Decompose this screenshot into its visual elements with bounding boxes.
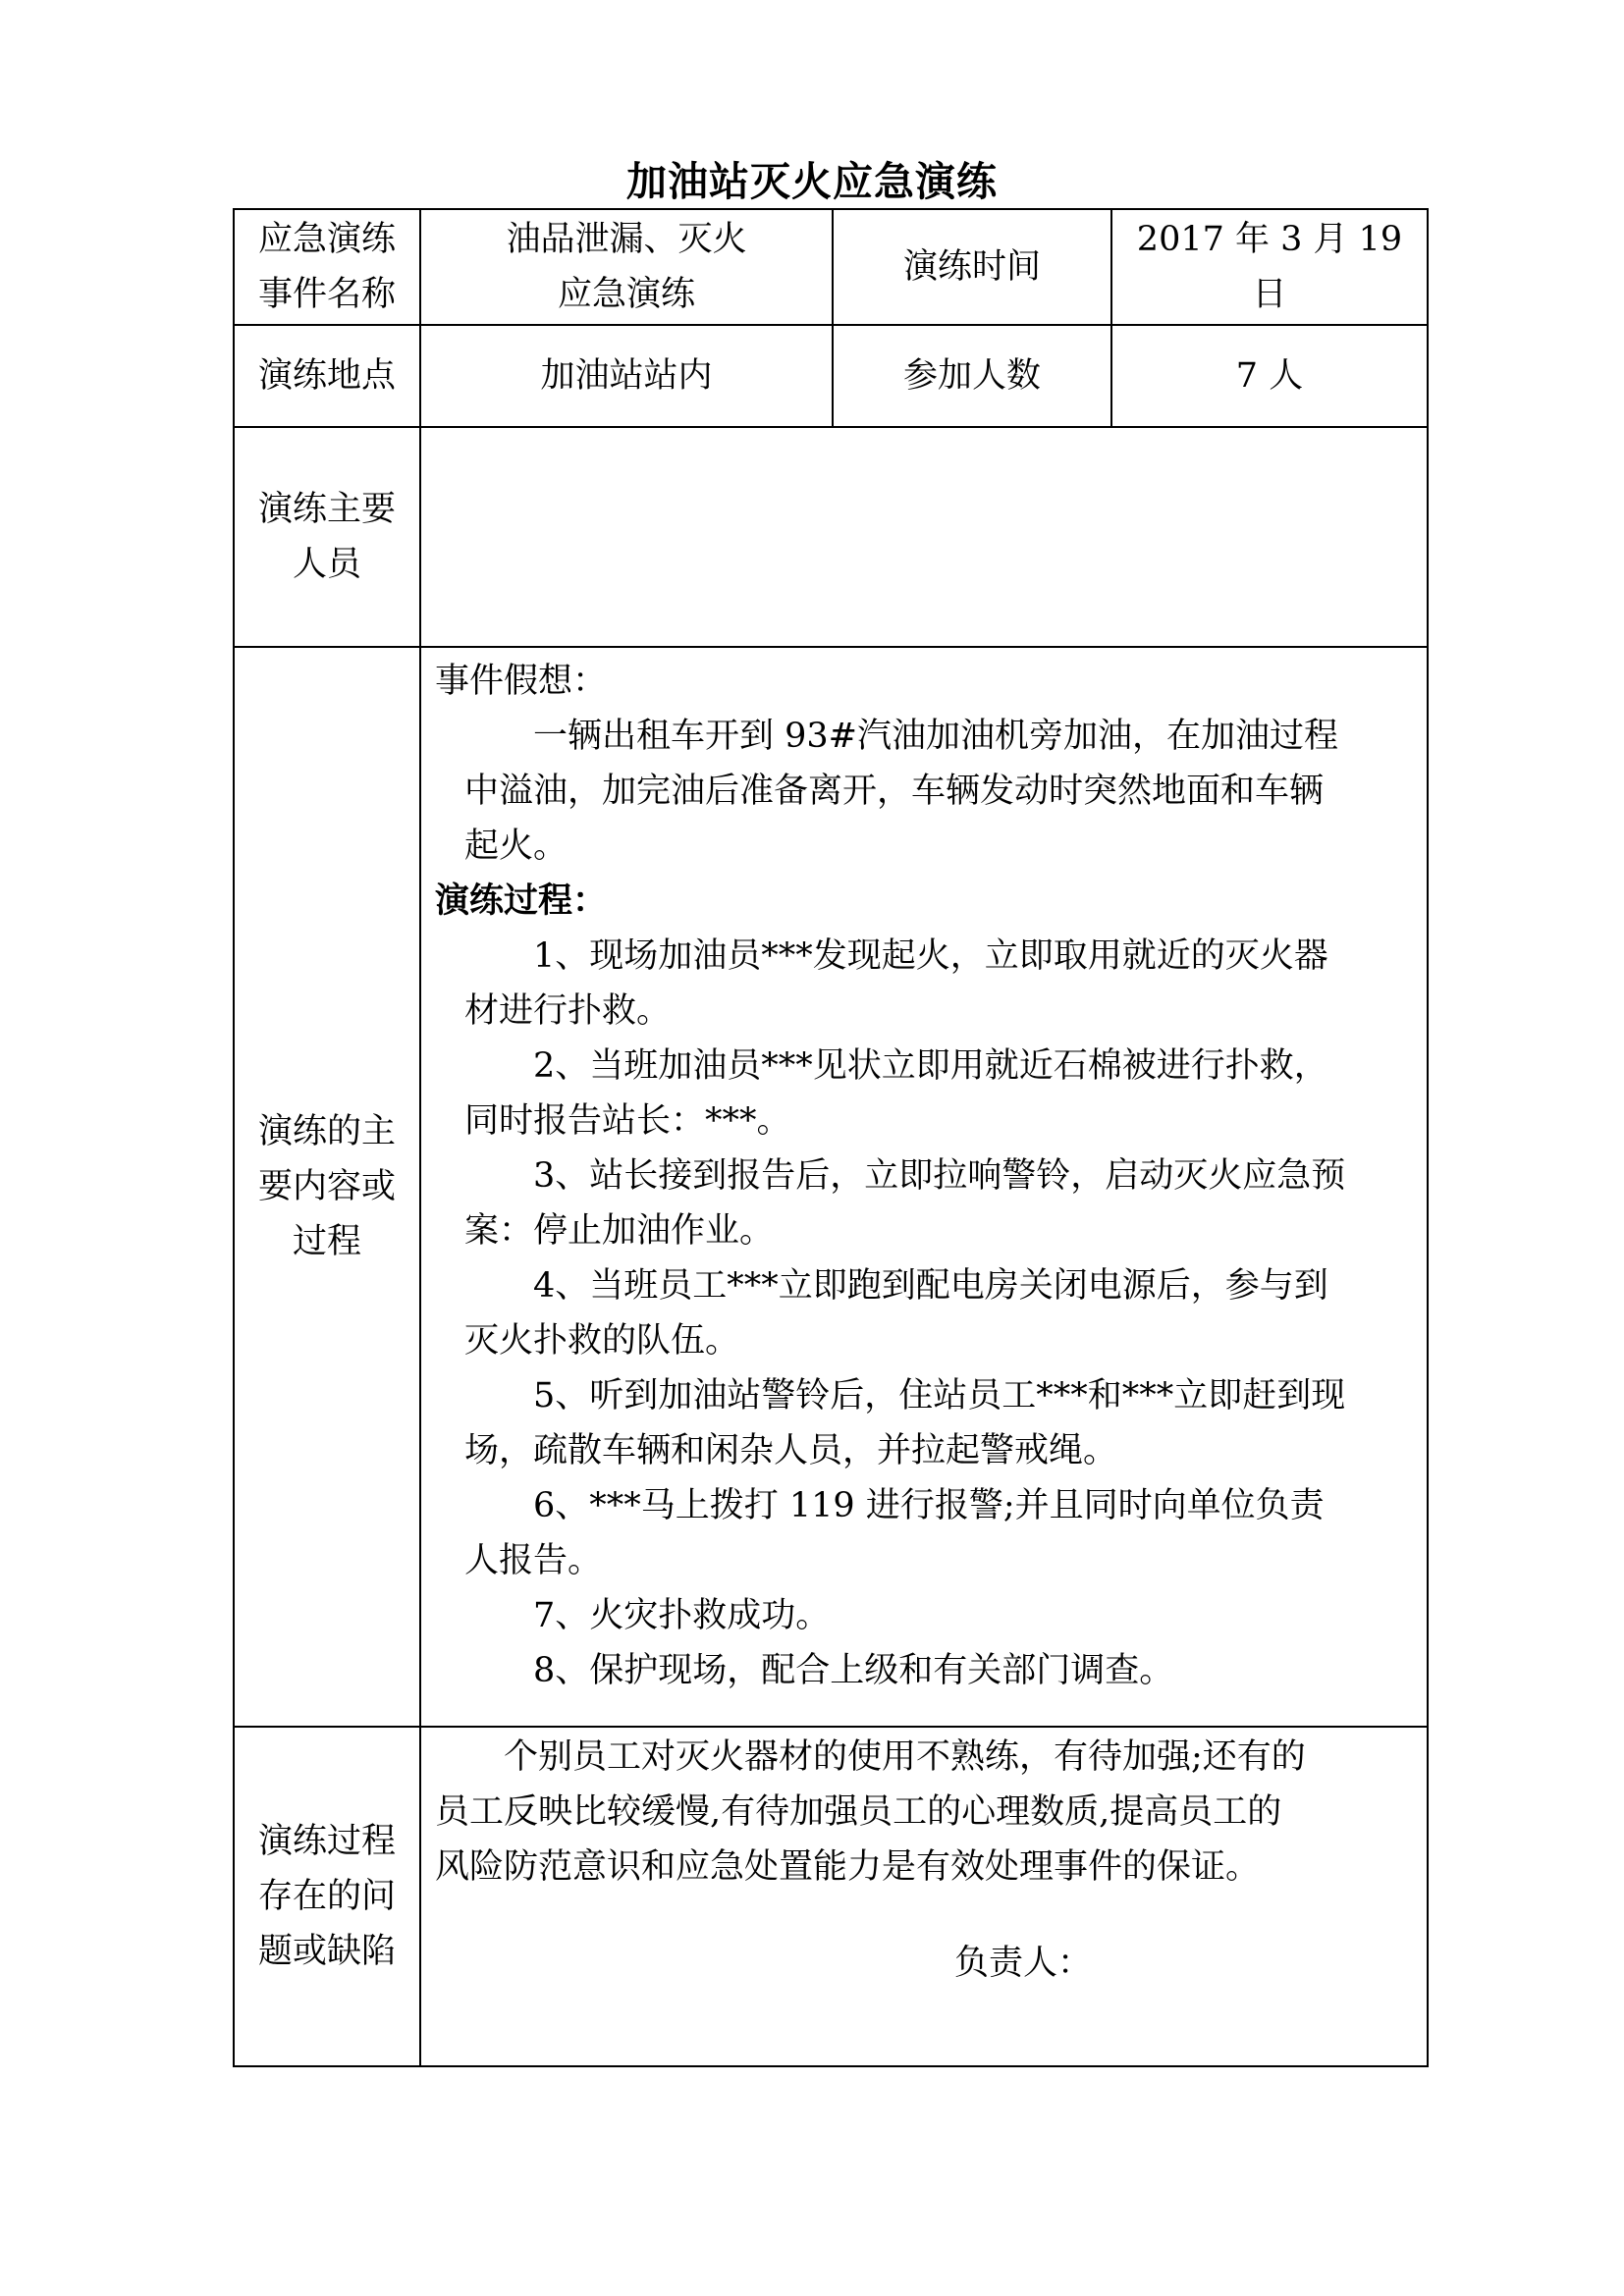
issues-label-line1: 演练过程 <box>257 1822 396 1861</box>
step-5-line2: 场，疏散车辆和闲杂人员，并拉起警戒绳。 <box>464 1431 1118 1470</box>
event-name-value-line2: 应急演练 <box>557 275 695 314</box>
scenario-line1: 一辆出租车开到 93#汽油加油机旁加油，在加油过程 <box>533 717 1338 756</box>
scenario-line2: 中溢油，加完油后准备离开，车辆发动时突然地面和车辆 <box>464 772 1325 811</box>
drill-content-label-line3: 过程 <box>292 1222 361 1261</box>
row-drill-content <box>234 647 1428 1727</box>
issues-label <box>234 1727 420 2066</box>
step-7: 7、火灾扑救成功。 <box>533 1596 831 1635</box>
drill-time-label: 演练时间 <box>833 209 1111 325</box>
step-2-line1: 2、当班加油员***见状立即用就近石棉被进行扑救， <box>533 1046 1328 1086</box>
drill-record-table <box>233 208 1429 2067</box>
step-1-line2: 材进行扑救。 <box>464 991 672 1031</box>
step-2-line2: 同时报告站长：***。 <box>464 1101 791 1141</box>
document-title: 加油站灭火应急演练 <box>626 158 998 205</box>
step-6-line2: 人报告。 <box>464 1541 603 1580</box>
event-name-label <box>234 209 420 325</box>
main-personnel-label <box>234 427 420 647</box>
scenario-line3: 起火。 <box>464 827 568 866</box>
step-3-line2: 案：停止加油作业。 <box>464 1211 775 1251</box>
step-1-line1: 1、现场加油员***发现起火，立即取用就近的灭火器 <box>533 936 1328 976</box>
drill-content-label-line1: 演练的主 <box>257 1112 396 1151</box>
drill-content-label-line2: 要内容或 <box>257 1167 396 1206</box>
step-4-line2: 灭火扑救的队伍。 <box>464 1321 740 1361</box>
drill-content-body <box>420 647 1428 1727</box>
drill-time-value-line1: 2017 年 3 月 19 <box>1136 220 1403 259</box>
event-name-label-line2: 事件名称 <box>257 275 396 314</box>
process-heading: 演练过程： <box>435 881 608 921</box>
issues-line1: 个别员工对灭火器材的使用不熟练，有待加强;还有的 <box>504 1737 1306 1777</box>
event-name-value <box>420 209 833 325</box>
step-3-line1: 3、站长接到报告后，立即拉响警铃，启动灭火应急预 <box>533 1156 1346 1196</box>
location-label: 演练地点 <box>234 325 420 427</box>
step-4-line1: 4、当班员工***立即跑到配电房关闭电源后，参与到 <box>533 1266 1328 1306</box>
responsible-label: 负责人： <box>953 1944 1092 1983</box>
step-6-line1: 6、***马上拨打 119 进行报警;并且同时向单位负责 <box>533 1486 1325 1525</box>
participants-value: 7 人 <box>1111 325 1428 427</box>
row-event-name <box>234 209 1428 325</box>
drill-time-value <box>1111 209 1428 325</box>
row-main-personnel <box>234 427 1428 647</box>
issues-line3: 风险防范意识和应急处置能力是有效处理事件的保证。 <box>435 1847 1261 1887</box>
event-name-label-line1: 应急演练 <box>257 220 396 259</box>
main-personnel-label-line2: 人员 <box>292 545 361 584</box>
issues-label-line2: 存在的问 <box>257 1877 396 1916</box>
drill-time-value-line2: 日 <box>1252 275 1287 314</box>
step-5-line1: 5、听到加油站警铃后，住站员工***和***立即赶到现 <box>533 1376 1346 1415</box>
main-personnel-label-line1: 演练主要 <box>257 490 396 529</box>
scenario-heading: 事件假想： <box>435 662 608 701</box>
participants-label: 参加人数 <box>833 325 1111 427</box>
issues-label-line3: 题或缺陷 <box>257 1932 396 1971</box>
row-location <box>234 325 1428 427</box>
drill-content-label <box>234 647 420 1727</box>
event-name-value-line1: 油品泄漏、灭火 <box>506 220 747 259</box>
step-8: 8、保护现场，配合上级和有关部门调查。 <box>533 1651 1174 1690</box>
issues-body <box>420 1727 1428 2066</box>
issues-line2: 员工反映比较缓慢,有待加强员工的心理数质,提高员工的 <box>435 1792 1282 1832</box>
main-personnel-value <box>420 427 1428 647</box>
row-issues <box>234 1727 1428 2066</box>
location-value: 加油站站内 <box>420 325 833 427</box>
